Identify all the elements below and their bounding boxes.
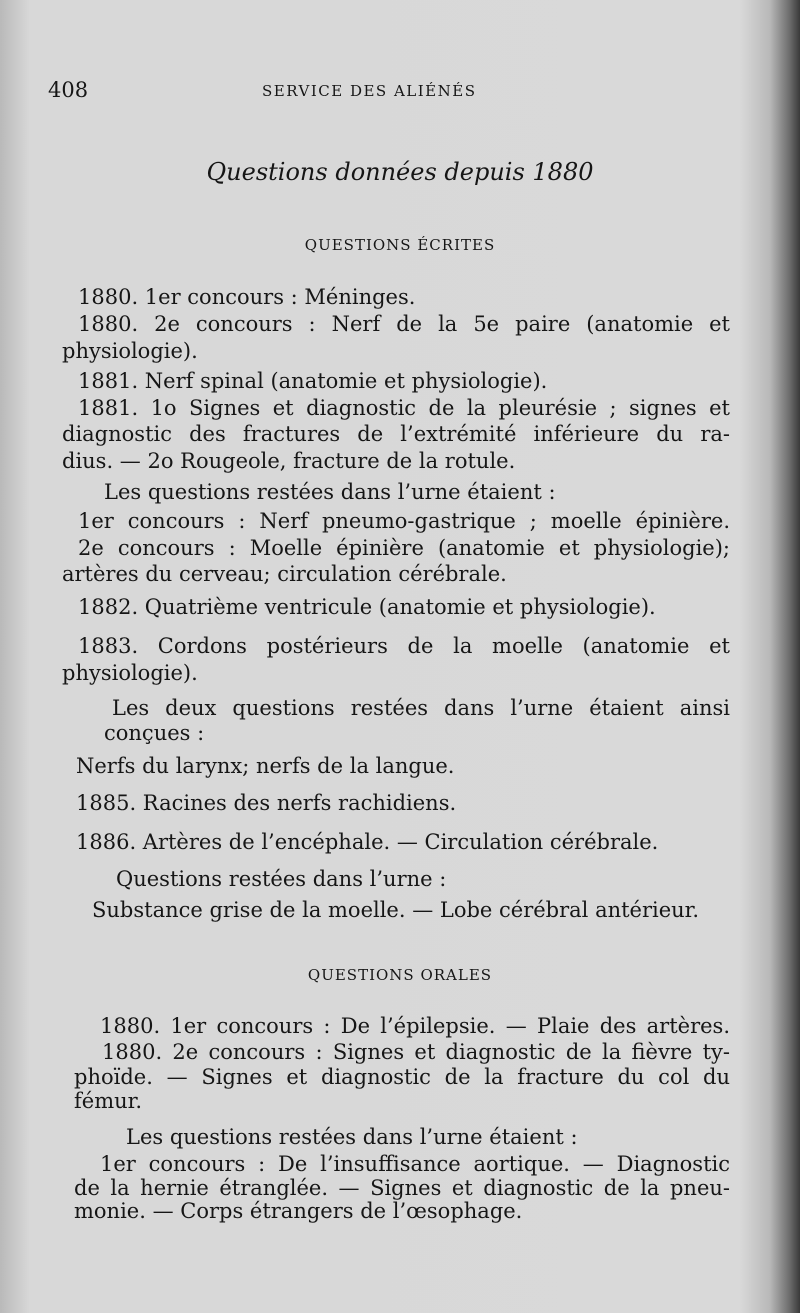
text-line: de la hernie étranglée. — Signes et diagnostic de la pneu- — [74, 1176, 730, 1200]
text-line: 1880. 2e concours : Signes et diagnostic de la fièvre ty- — [102, 1040, 730, 1064]
text-line: 1880. 1er concours : Méninges. — [78, 285, 416, 309]
text-line: diagnostic des fractures de l’extrémité inférieure du ra- — [62, 422, 730, 446]
text-line: artères du cerveau; circulation cérébrale. — [62, 562, 507, 586]
running-title: SERVICE DES ALIÉNÉS — [262, 82, 477, 100]
text-line: fémur. — [74, 1089, 143, 1113]
text-line: monie. — Corps étrangers de l’œsophage. — [74, 1199, 523, 1223]
text-line: Les questions restées dans l’urne étaient : — [126, 1125, 578, 1149]
text-line: 2e concours : Moelle épinière (anatomie et physiologie); — [78, 536, 730, 560]
text-line: 1880. 1er concours : De l’épilepsie. — Plaie des artères. — [100, 1014, 730, 1038]
text-line: 1er concours : De l’insuffisance aortique. — Diagnostic — [100, 1152, 730, 1176]
text-line: 1881. Nerf spinal (anatomie et physiologie). — [78, 369, 548, 393]
oral-questions-heading: QUESTIONS ORALES — [307, 966, 493, 984]
text-line: Nerfs du larynx; nerfs de la langue. — [76, 754, 455, 778]
page-number: 408 — [48, 78, 89, 102]
text-line: Questions restées dans l’urne : — [116, 867, 447, 891]
text-line: 1886. Artères de l’encéphale. — Circulation cérébrale. — [76, 830, 659, 854]
text-line: Substance grise de la moelle. — Lobe cérébral antérieur. — [92, 898, 700, 922]
text-line: phoïde. — Signes et diagnostic de la fracture du col du — [74, 1065, 730, 1089]
text-line: dius. — 2o Rougeole, fracture de la rotule. — [62, 449, 516, 473]
text-line: 1880. 2e concours : Nerf de la 5e paire (anatomie et — [78, 312, 730, 336]
text-line: Les deux questions restées dans l’urne étaient ainsi — [112, 696, 730, 720]
text-line: 1882. Quatrième ventricule (anatomie et physiologie). — [78, 595, 656, 619]
written-questions-heading: QUESTIONS ÉCRITES — [304, 236, 496, 254]
text-line: Les questions restées dans l’urne étaient : — [104, 480, 556, 504]
text-line: conçues : — [104, 721, 205, 745]
text-line: 1881. 1o Signes et diagnostic de la pleurésie ; signes et — [78, 396, 730, 420]
section-title: Questions données depuis 1880 — [206, 158, 594, 186]
text-line: 1883. Cordons postérieurs de la moelle (anatomie et — [78, 634, 730, 658]
text-line: 1885. Racines des nerfs rachidiens. — [76, 791, 457, 815]
text-line: 1er concours : Nerf pneumo-gastrique ; moelle épinière. — [78, 509, 730, 533]
text-line: physiologie). — [62, 661, 198, 685]
text-line: physiologie). — [62, 339, 198, 363]
running-header — [0, 78, 800, 108]
